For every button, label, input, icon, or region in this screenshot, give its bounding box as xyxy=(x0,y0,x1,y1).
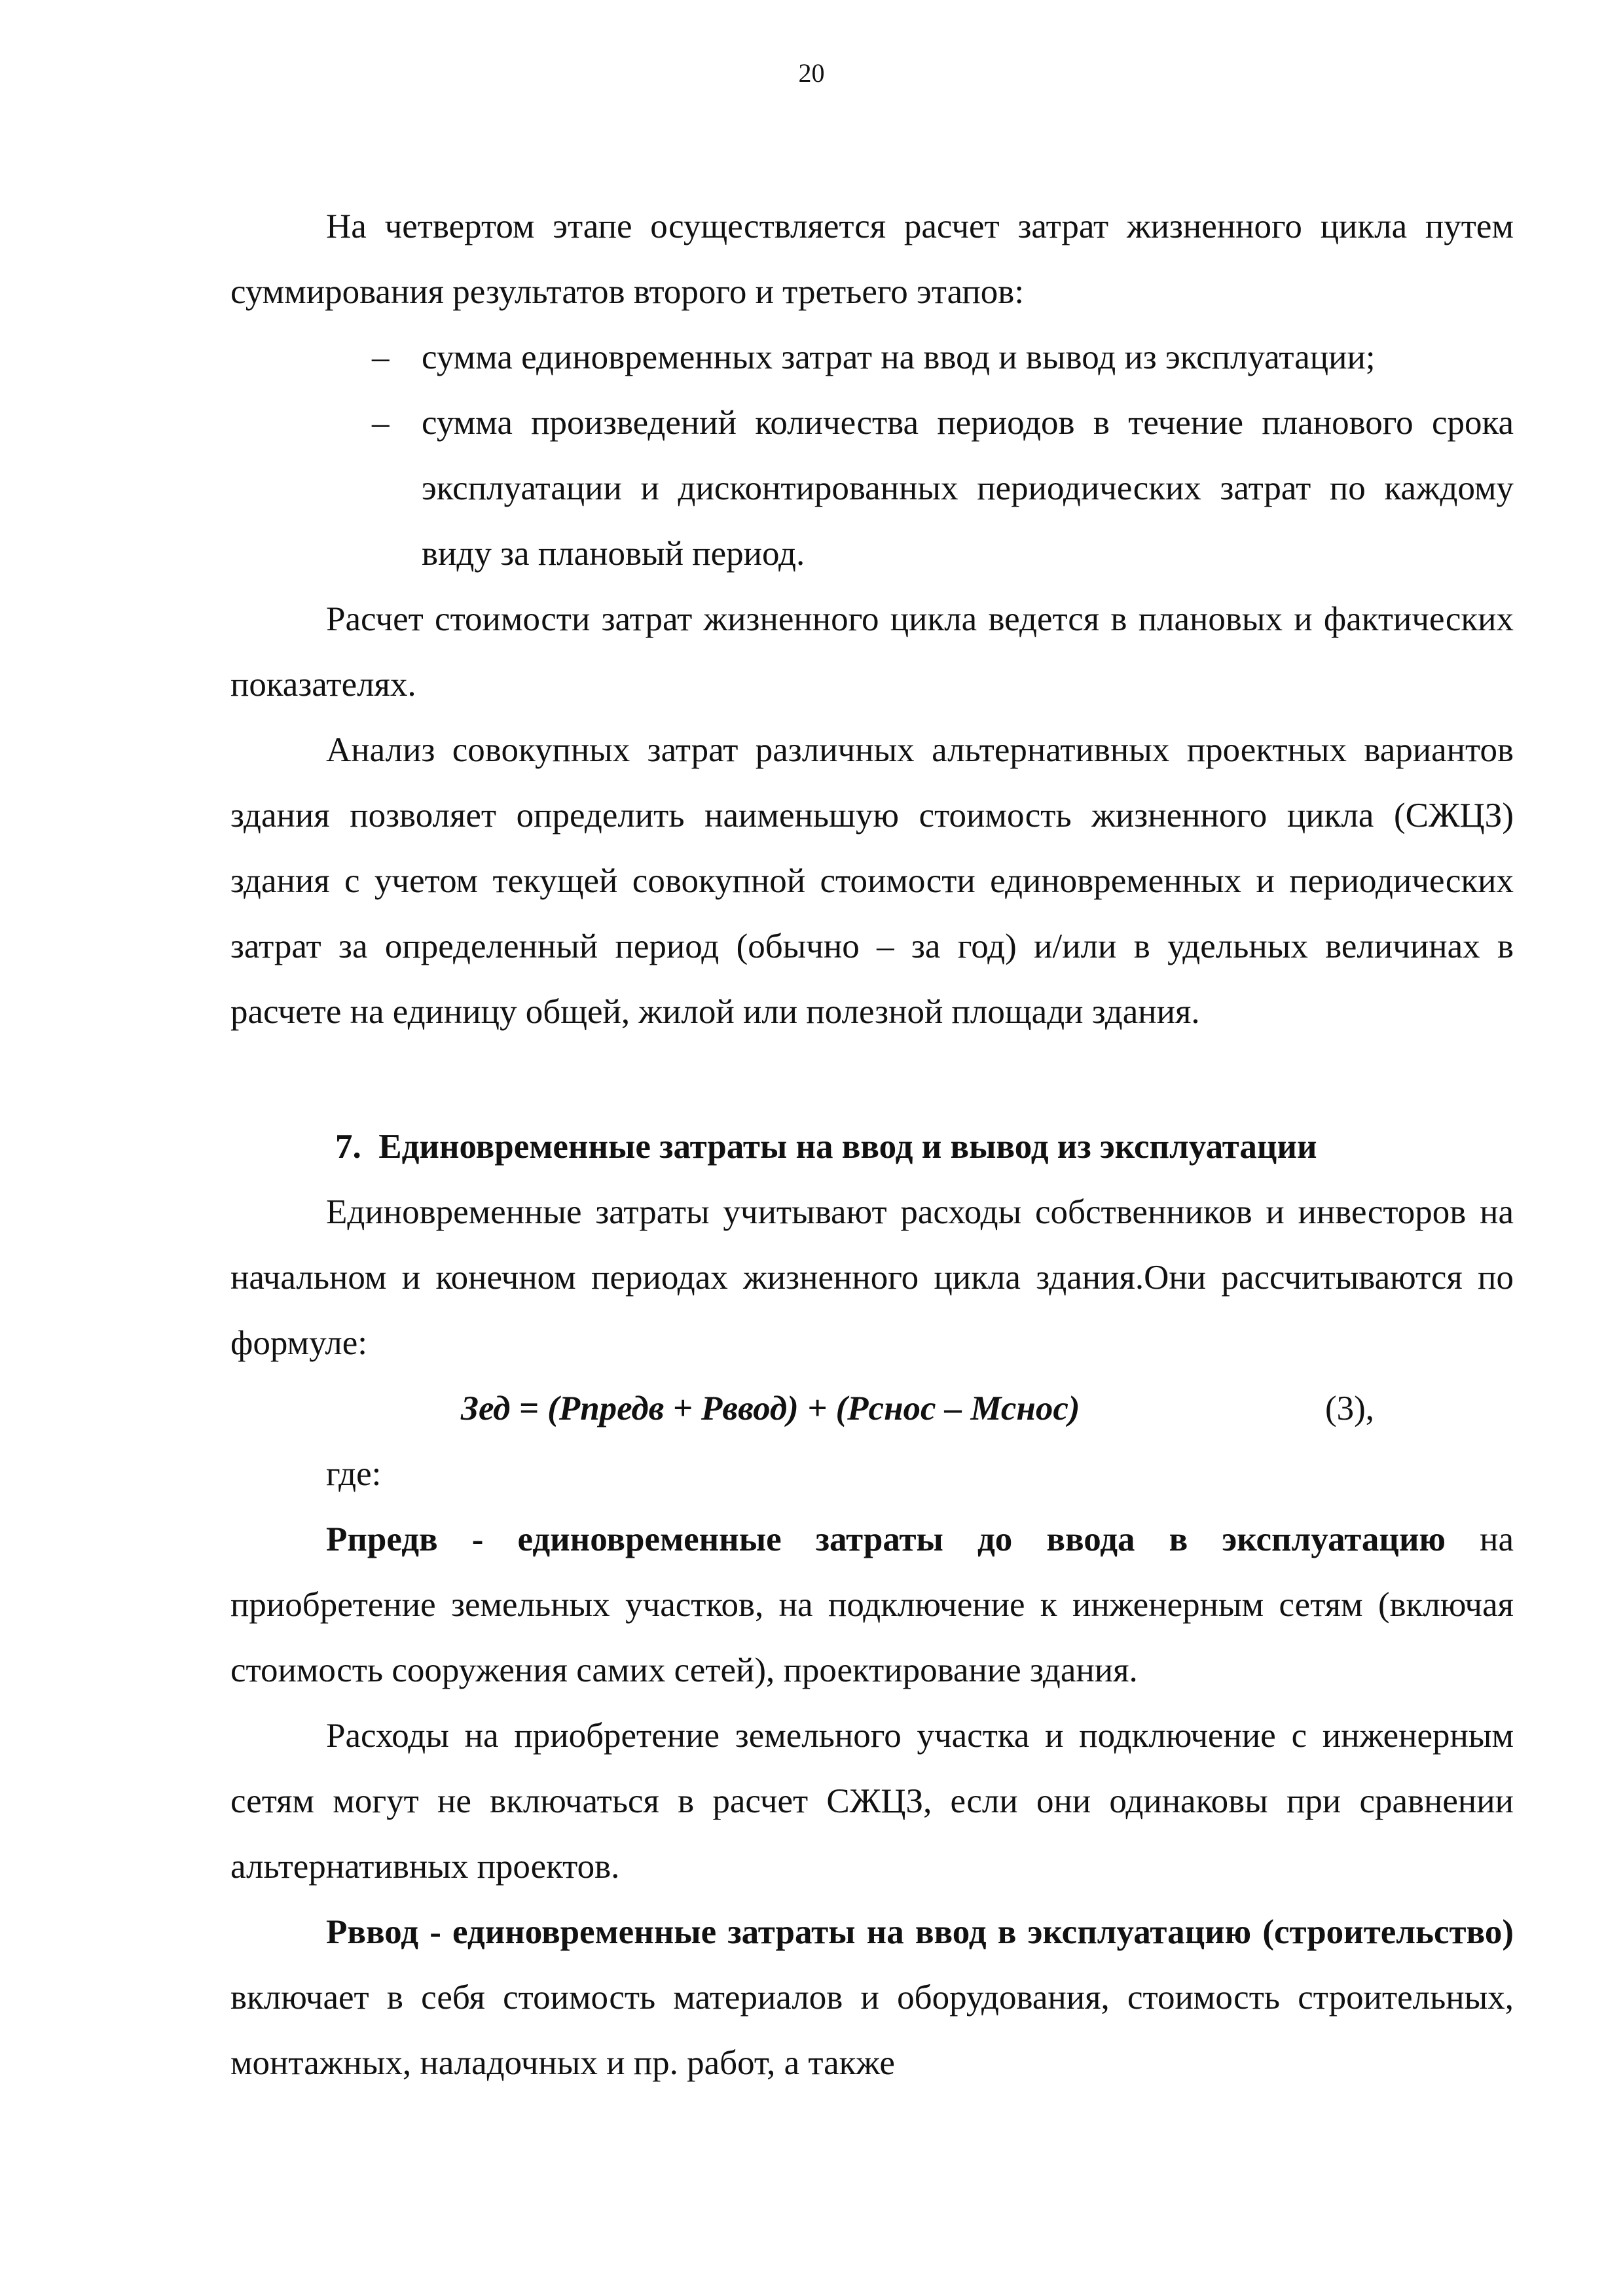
bullet-marker: – xyxy=(372,404,390,442)
definition-rvvod xyxy=(230,1899,1514,2096)
section-heading xyxy=(230,1114,1514,1179)
definition-term: Рпредв - единовременные затраты до ввода в эксплуатацию xyxy=(326,1520,1446,1558)
section-number: 7. xyxy=(335,1128,361,1166)
list-item-text: сумма произведений количества периодов в течение планового срока эксплуатации и дисконтированных периодических затрат по каждому виду за плановый период. xyxy=(422,404,1514,573)
formula: Зед = (Рпредв + Рввод) + (Рснос – Мснос) xyxy=(461,1390,1080,1427)
onetime-paragraph: Единовременные затраты учитывают расходы собственников и инвесторов на начальном и конечном периодах жизненного цикла здания.Они рассчитываются по формуле: xyxy=(230,1193,1514,1362)
page-number: 20 xyxy=(798,58,825,88)
bullet-list xyxy=(230,325,1514,586)
intro-paragraph: На четвертом этапе осуществляется расчет затрат жизненного цикла путем суммирования результатов второго и третьего этапов: xyxy=(230,207,1514,311)
bullet-marker: – xyxy=(372,338,390,376)
list-item-text: сумма единовременных затрат на ввод и вывод из эксплуатации; xyxy=(422,338,1376,376)
formula-number: (3), xyxy=(1325,1390,1375,1427)
definition-term: Рввод - единовременные затраты на ввод в эксплуатацию (строительство) xyxy=(326,1913,1514,1951)
list-item xyxy=(230,325,1514,390)
where-label: где: xyxy=(326,1455,382,1493)
list-item xyxy=(230,390,1514,586)
page-content xyxy=(230,194,1514,2096)
land-paragraph: Расходы на приобретение земельного участка и подключение с инженерным сетям могут не включаться в расчет СЖЦЗ, если они одинаковы при сравнении альтернативных проектов. xyxy=(230,1717,1514,1886)
definition-rpredv xyxy=(230,1507,1514,1703)
formula-row xyxy=(230,1376,1514,1441)
definition-text: на приобретение земельных участков, на подключение к инженерным сетям (включая стоимость сооружения самих сетей), проектирование здания. xyxy=(230,1520,1514,1689)
section-title: Единовременные затраты на ввод и вывод из эксплуатации xyxy=(378,1128,1317,1166)
analysis-paragraph: Анализ совокупных затрат различных альтернативных проектных вариантов здания позволяет определить наименьшую стоимость жизненного цикла (СЖЦЗ) здания с учетом текущей совокупной стоимости единовременных и периодических затрат за определенный период (обычно – за год) и/или в удельных величинах в расчете на единицу общей, жилой или полезной площади здания. xyxy=(230,731,1514,1031)
definition-text: включает в себя стоимость материалов и оборудования, стоимость строительных, монтажных, наладочных и пр. работ, а также xyxy=(230,1979,1514,2082)
calc-paragraph: Расчет стоимости затрат жизненного цикла ведется в плановых и фактических показателях. xyxy=(230,600,1514,704)
